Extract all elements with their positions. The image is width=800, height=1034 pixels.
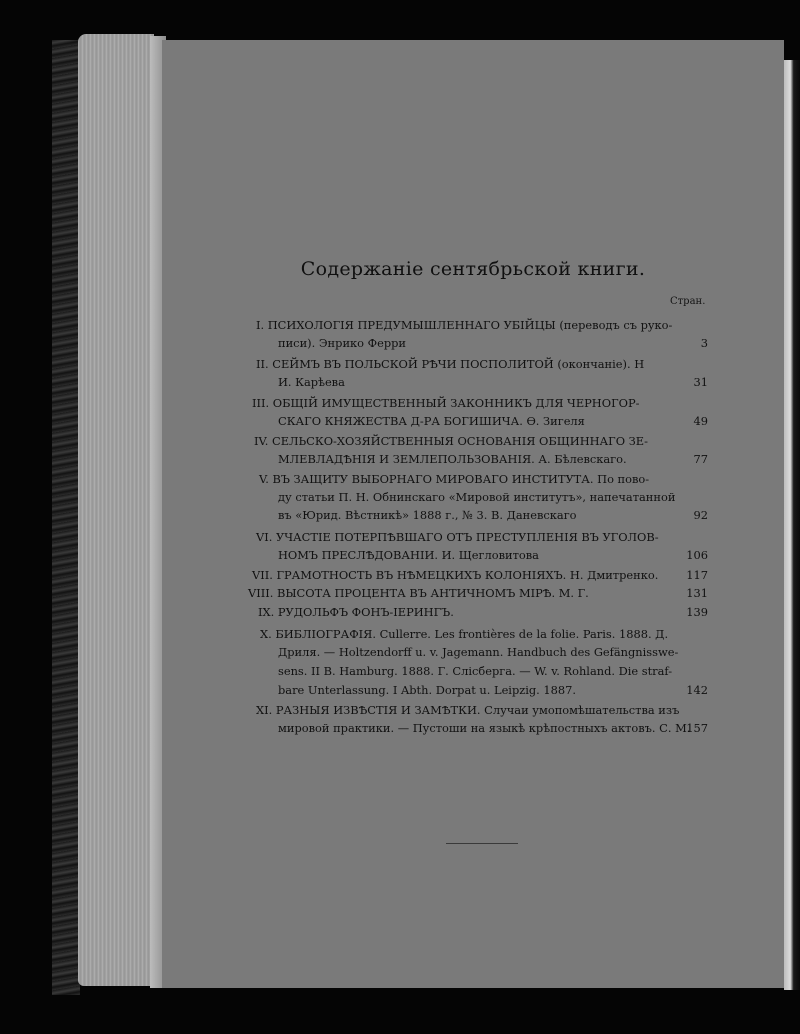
page-number: 117 — [686, 568, 708, 582]
toc-line: XI. РАЗНЫЯ ИЗВѢСТІЯ И ЗАМѢТКИ. Случаи умопомѣшательства изъ — [256, 703, 680, 717]
page-number: 77 — [693, 452, 708, 466]
toc-line: писи). Энрико Ферри — [278, 336, 407, 350]
page-number: 49 — [693, 414, 708, 428]
toc-line: въ «Юрид. Вѣстникѣ» 1888 г., № 3. В. Даневскаго — [278, 508, 577, 522]
toc-line: VI. УЧАСТІЕ ПОТЕРПѢВШАГО ОТЪ ПРЕСТУПЛЕНІЯ ВЪ УГОЛОВ- — [256, 530, 659, 544]
toc-line: IV. СЕЛЬСКО-ХОЗЯЙСТВЕННЫЯ ОСНОВАНІЯ ОБЩИННАГО ЗЕ- — [254, 434, 648, 448]
page-number: 106 — [686, 548, 708, 562]
page-column-header: Стран. — [670, 296, 706, 307]
page-number: 139 — [686, 605, 708, 619]
toc-line: I. ПСИХОЛОГІЯ ПРЕДУМЫШЛЕННАГО УБІЙЦЫ (переводъ съ руко- — [256, 318, 673, 332]
toc-line: X. БИБЛІОГРАФІЯ. Cullerre. Les frontières de la folie. Paris. 1888. Д. — [260, 627, 669, 641]
toc-line: II. СЕЙМЪ ВЪ ПОЛЬСКОЙ РѢЧИ ПОСПОЛИТОЙ (окончаніе). Н — [256, 357, 645, 371]
toc-line: МЛЕВЛАДѢНІЯ И ЗЕМЛЕПОЛЬЗОВАНІЯ. А. Бѣлевскаго. — [278, 452, 627, 466]
toc-line: bare Unterlassung. I Abth. Dorpat u. Leipzig. 1887. — [278, 683, 577, 697]
toc-line: III. ОБЩІЙ ИМУЩЕСТВЕННЫЙ ЗАКОННИКЪ ДЛЯ ЧЕРНОГОР- — [252, 396, 640, 410]
page-number: 31 — [693, 375, 708, 389]
toc-line: НОМЪ ПРЕСЛѢДОВАНІИ. И. Щегловитова — [278, 548, 539, 562]
page-number: 157 — [686, 721, 708, 735]
toc-line: sens. II B. Hamburg. 1888. Г. Слісберга. — W. v. Rohland. Die straf- — [278, 664, 673, 678]
toc-line: И. Карѣева — [278, 375, 345, 389]
page-number: 3 — [700, 336, 708, 350]
page-edges — [78, 34, 154, 986]
book-spine — [52, 40, 80, 995]
toc-line: СКАГО КНЯЖЕСТВА Д-РА БОГИШИЧА. Ѳ. Зигеля — [278, 414, 585, 428]
page-number: 131 — [686, 586, 708, 600]
toc-line: VII. ГРАМОТНОСТЬ ВЪ НѢМЕЦКИХЪ КОЛОНІЯХЪ. Н. Дмитренко. — [252, 568, 659, 582]
toc-line: V. ВЪ ЗАЩИТУ ВЫБОРНАГО МИРОВАГО ИНСТИТУТА. По пово- — [259, 472, 650, 486]
page-number: 92 — [693, 508, 708, 522]
toc-line: VIII. ВЫСОТА ПРОЦЕНТА ВЪ АНТИЧНОМЪ МІРѢ. М. Г. — [248, 586, 589, 600]
end-rule — [446, 843, 518, 844]
page-title: Содержаніе сентябрьской книги. — [300, 258, 646, 280]
page-number: 142 — [686, 683, 708, 697]
toc-line: IX. РУДОЛЬФЪ ФОНЪ-ІЕРИНГЪ. — [258, 605, 454, 619]
toc-line: мировой практики. — Пустоши на языкѣ крѣпостныхъ актовъ. С. М. — [278, 721, 691, 735]
toc-line: Дриля. — Holtzendorff u. v. Jagemann. Handbuch des Gefängnisswe- — [278, 645, 679, 659]
right-page-edge — [784, 60, 800, 990]
toc-line: ду статьи П. Н. Обнинскаго «Мировой институтъ», напечатанной — [278, 490, 676, 504]
